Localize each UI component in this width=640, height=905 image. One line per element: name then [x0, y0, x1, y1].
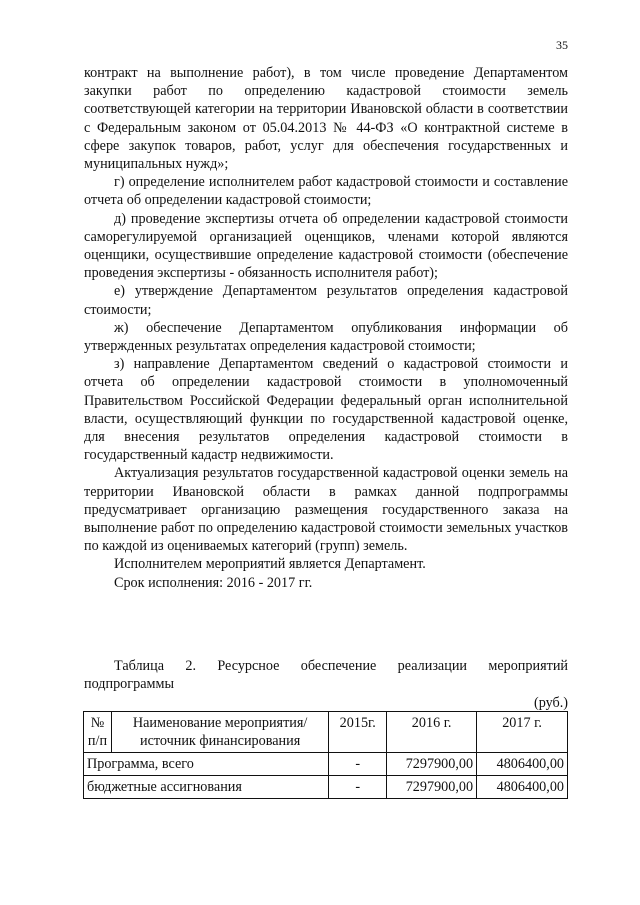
page-number: 35: [556, 38, 568, 52]
header-2016: 2016 г.: [387, 712, 477, 753]
body-text: [84, 64, 568, 592]
paragraph: е) утверждение Департаментом результатов определения кадастровой стоимости;: [84, 283, 568, 318]
row-name: бюджетные ассигнования: [84, 776, 329, 799]
paragraph: контракт на выполнение работ), в том числе проведение Департаментом закупки работ по определению кадастровой стоимости земель соответствующей категории на территории Ивановской области в соответствии с Федеральным законом от 05.04.2013 № 44-ФЗ «О контрактной системе в сфере закупок товаров, работ, услуг для обеспечения государственных и муниципальных нужд»;: [84, 65, 568, 173]
header-2015: 2015г.: [329, 712, 387, 753]
row-2015: -: [329, 776, 387, 799]
row-2015: -: [329, 753, 387, 776]
resource-table: [83, 711, 568, 799]
table-row: [84, 753, 568, 776]
row-2016: 7297900,00: [387, 753, 477, 776]
paragraph: г) определение исполнителем работ кадастровой стоимости и составление отчета об определении кадастровой стоимости;: [84, 174, 568, 209]
table-row: [84, 776, 568, 799]
table-header-row: [84, 712, 568, 753]
paragraph: з) направление Департаментом сведений о кадастровой стоимости и отчета об определении кадастровой стоимости в уполномоченный Правительством Российской Федерации федеральный орган исполнительной власти, осуществляющий функции по государственной кадастровой оценке, для внесения результатов определения кадастровой стоимости в государственный кадастр недвижимости.: [84, 356, 568, 464]
paragraph: ж) обеспечение Департаментом опубликования информации об утвержденных результатах определения кадастровой стоимости;: [84, 319, 568, 355]
unit-label: (руб.): [533, 695, 568, 711]
row-2017: 4806400,00: [477, 753, 568, 776]
paragraph: Срок исполнения: 2016 - 2017 гг.: [114, 574, 313, 591]
paragraph: д) проведение экспертизы отчета об определении кадастровой стоимости саморегулируемой организацией оценщиков, членами которой являются оценщики, осуществившие определение кадастровой стоимости (обеспечение проведения экспертизы - обязанность исполнителя работ);: [84, 210, 568, 282]
row-name: Программа, всего: [84, 753, 329, 776]
header-number: № п/п: [84, 712, 112, 753]
row-2017: 4806400,00: [477, 776, 568, 799]
table-caption: Таблица 2. Ресурсное обеспечение реализации мероприятий подпрограммы: [84, 658, 568, 693]
header-2017: 2017 г.: [477, 712, 568, 753]
paragraph: Исполнителем мероприятий является Департамент.: [114, 556, 426, 573]
header-name: Наименование мероприятия/источник финансирования: [111, 712, 328, 753]
row-2016: 7297900,00: [387, 776, 477, 799]
paragraph: Актуализация результатов государственной кадастровой оценки земель на территории Ивановской области в рамках данной подпрограммы предусматривает организацию размещения государственного заказа на выполнение работ по определению кадастровой стоимости земельных участков по каждой из оцениваемых категорий (групп) земель.: [84, 465, 568, 555]
